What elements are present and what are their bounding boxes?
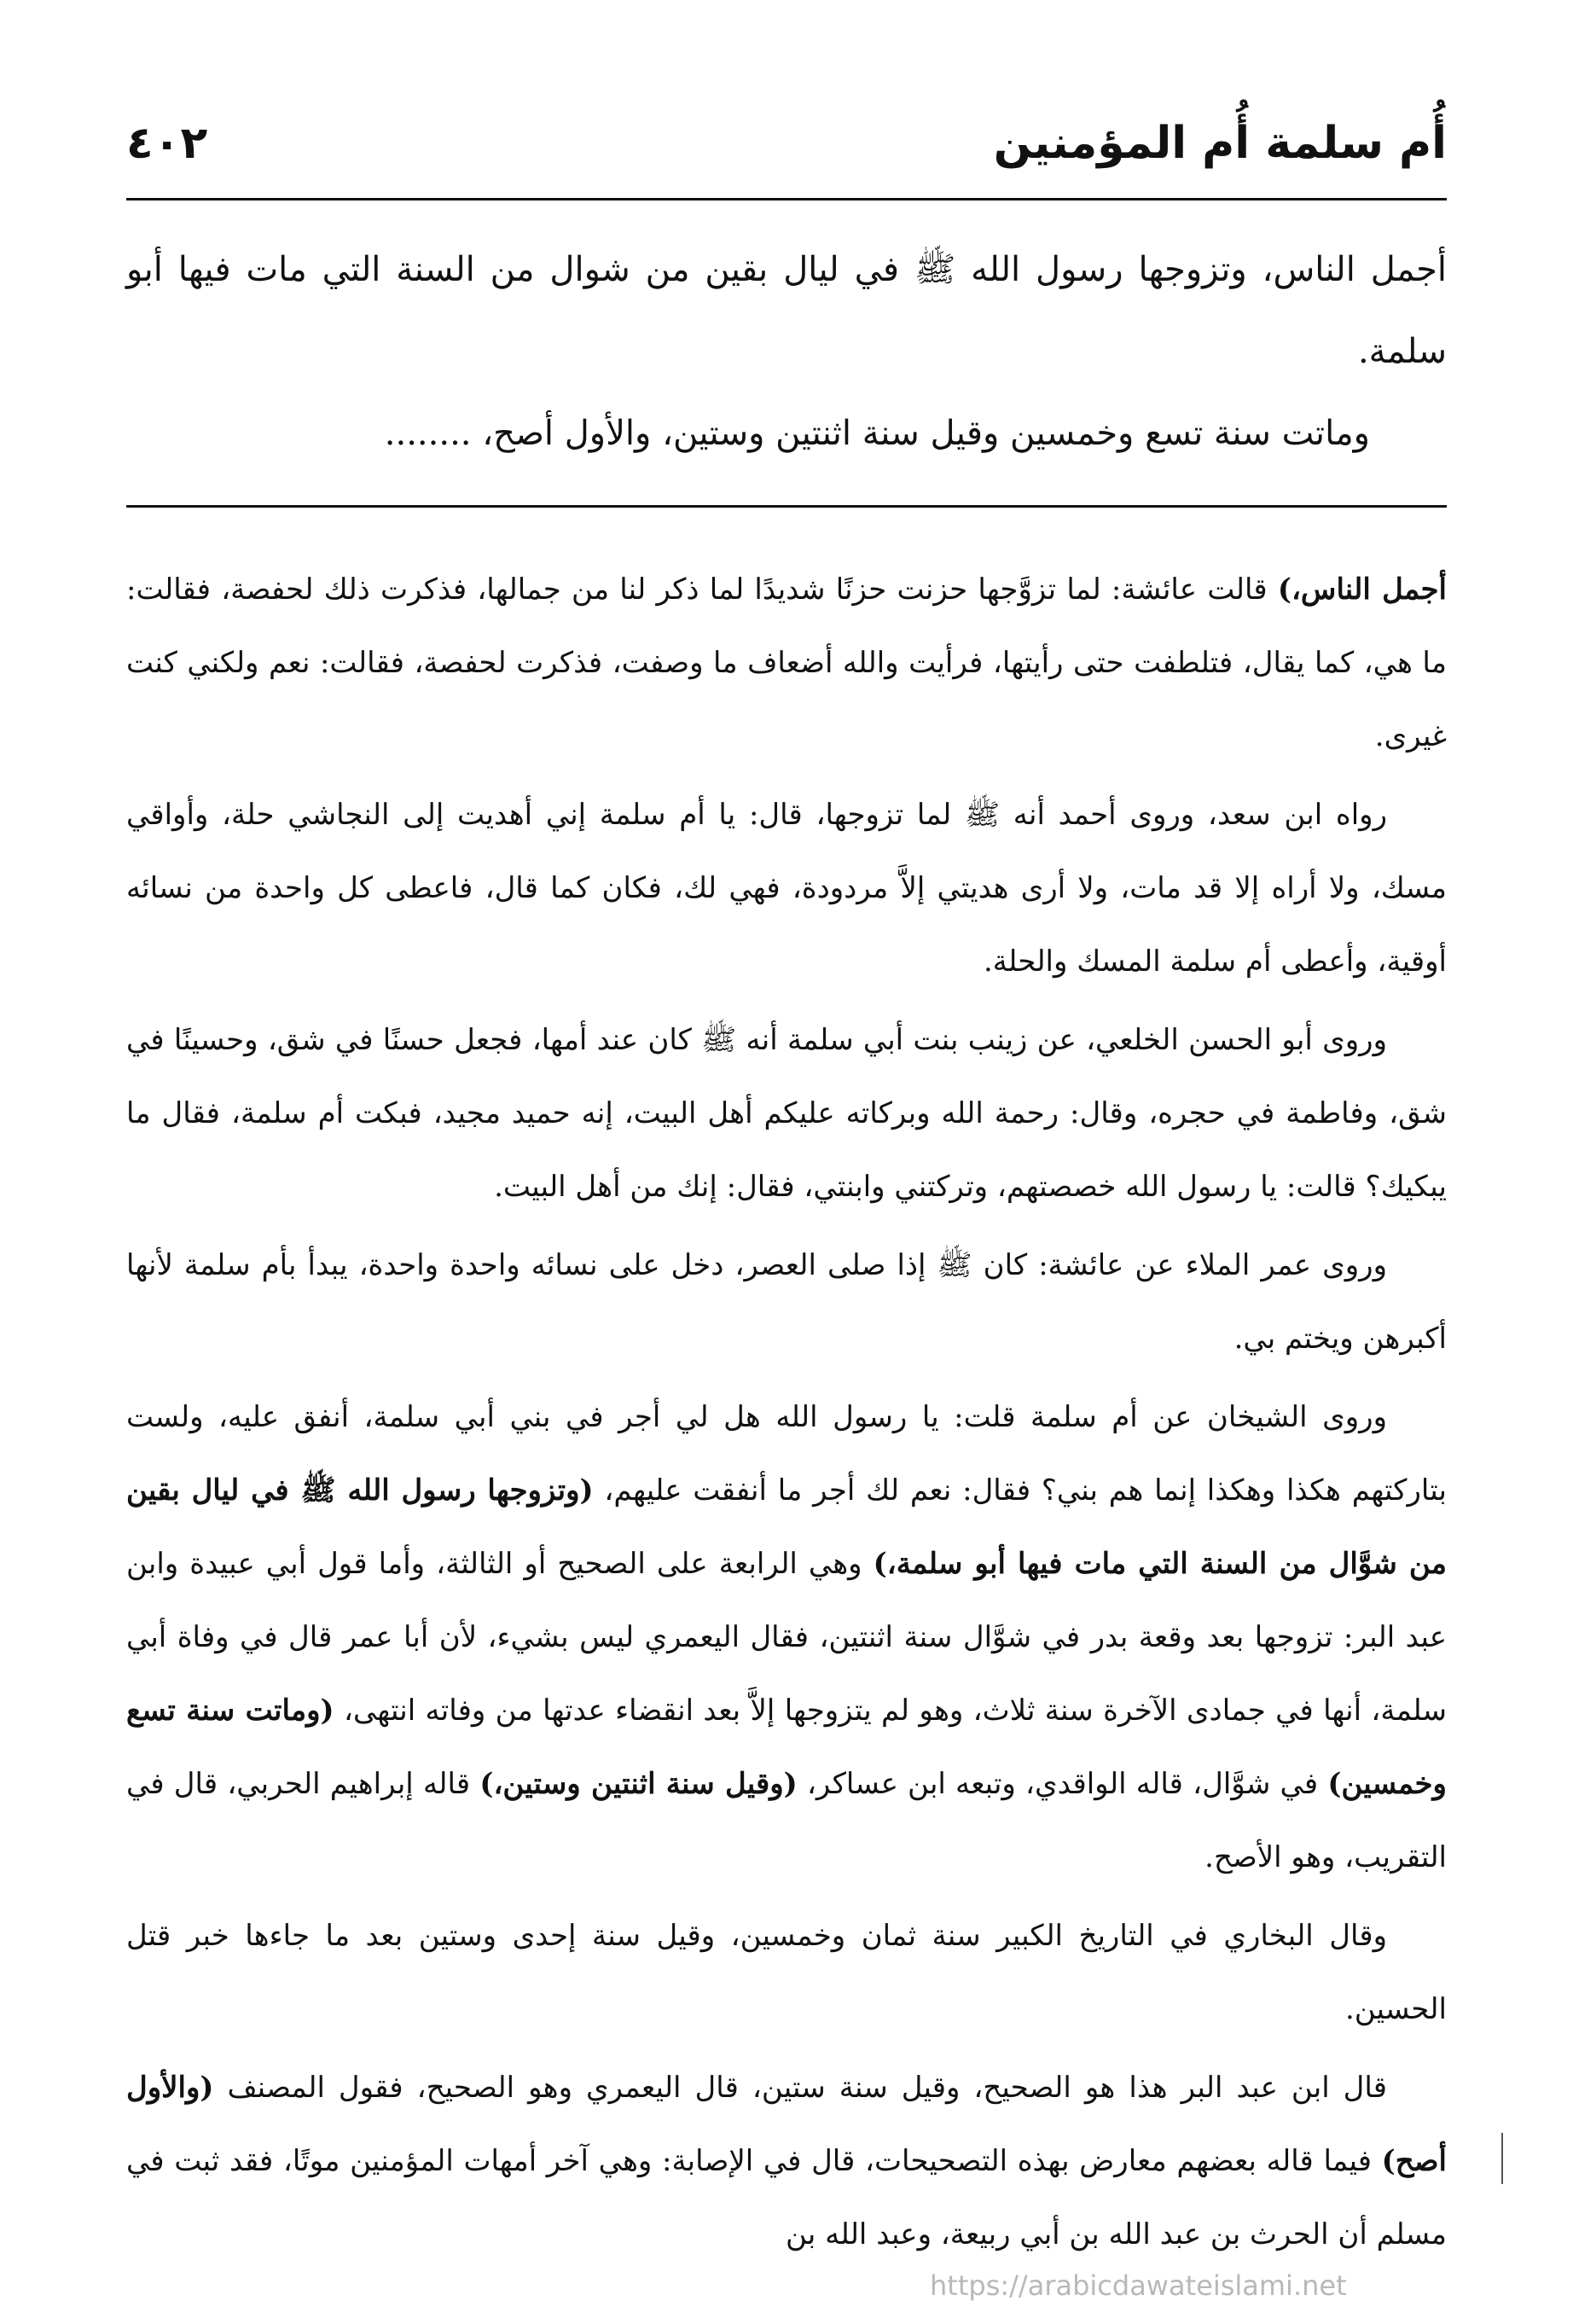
commentary-paragraph <box>126 2051 1447 2271</box>
bold-quote: (وقيل سنة اثنتين وستين،) <box>479 1767 798 1801</box>
main-text <box>126 229 1447 474</box>
commentary-paragraph: وقال البخاري في التاريخ الكبير سنة ثمان وخمسين، وقيل سنة إحدى وستين بعد ما جاءها خبر قتل الحسين. <box>126 1919 1447 2026</box>
paragraph-text: فيما قاله بعضهم معارض بهذه التصحيحات، قال في الإصابة: وهي آخر أمهات المؤمنين موتًا، فقد ثبت في مسلم أن الحرث بن عبد الله بن أبي ربيعة، وعبد الله بن <box>126 2144 1447 2251</box>
commentary-paragraph: وروى أبو الحسن الخلعي، عن زينب بنت أبي سلمة أنه ﷺ كان عند أمها، فجعل حسنًا في شق، وحسينًا في شق، وفاطمة في حجره، وقال: رحمة الله وبركاته عليكم أهل البيت، إنه حميد مجيد، فبكت أم سلمة، فقال ما يبكيك؟ قالت: يا رسول الله خصصتهم، وتركتني وابنتي، فقال: إنك من أهل البيت. <box>126 1023 1447 1204</box>
commentary-rule <box>126 505 1447 508</box>
bold-quote: أجمل الناس،) <box>1277 572 1447 607</box>
paragraph-text: قال ابن عبد البر هذا هو الصحيح، وقيل سنة ستين، قال اليعمري وهو الصحيح، فقول المصنف <box>213 2071 1387 2105</box>
margin-mark <box>1501 2133 1503 2184</box>
bold-quote: (وتزوجها رسول الله ﷺ في ليال بقين من شوَّال من السنة التي مات فيها أبو سلمة،) <box>126 1473 1447 1581</box>
page-header <box>126 101 1447 186</box>
commentary <box>126 553 1447 2276</box>
page-number: ٤٠٢ <box>126 118 208 169</box>
paragraph-text: وهي الرابعة على الصحيح أو الثالثة، وأما قول أبي عبيدة وابن عبد البر: تزوجها بعد وقعة بدر في شوَّال سنة اثنتين، فقال اليعمري ليس بشيء، لأن أبا عمر قال في وفاة أبي سلمة، أنها في جمادى الآخرة سنة ثلاث، وهو لم يتزوجها إلاَّ بعد انقضاء عدتها من وفاته انتهى، <box>126 1547 1447 1728</box>
commentary-paragraph: وروى عمر الملاء عن عائشة: كان ﷺ إذا صلى العصر، دخل على نسائه واحدة واحدة، يبدأ بأم سلمة لأنها أكبرهن ويختم بي. <box>126 1248 1447 1356</box>
bold-quote: (والأول أصح) <box>126 2071 1447 2178</box>
commentary-paragraph <box>126 553 1447 773</box>
header-rule <box>126 198 1447 200</box>
commentary-paragraph: رواه ابن سعد، وروى أحمد أنه ﷺ لما تزوجها، قال: يا أم سلمة إني أهديت إلى النجاشي حلة، وأواقي مسك، ولا أراه إلا قد مات، ولا أرى هديتي إلاَّ مردودة، فهي لك، فكان كما قال، فاعطى كل واحدة من نسائه أوقية، وأعطى أم سلمة المسك والحلة. <box>126 798 1447 979</box>
paragraph-text: في شوَّال، قاله الواقدي، وتبعه ابن عساكر، <box>797 1767 1328 1801</box>
paragraph-text: قاله إبراهيم الحربي، قال في التقريب، وهو الأصح. <box>126 1767 1447 1874</box>
paragraph-text: وروى الشيخان عن أم سلمة قلت: يا رسول الله هل لي أجر في بني أبي سلمة، أنفق عليه، ولست بتاركتهم هكذا وهكذا إنما هم بني؟ فقال: نعم لك أجر ما أنفقت عليهم، <box>126 1400 1447 1508</box>
commentary-paragraph <box>126 1380 1447 1894</box>
watermark-url: https://arabicdawateislami.net <box>930 2269 1347 2302</box>
running-title: أُم سلمة أُم المؤمنين <box>993 118 1447 169</box>
main-text-line: وماتت سنة تسع وخمسين وقيل سنة اثنتين وستين، والأول أصح، ........ <box>384 414 1370 453</box>
bold-quote: (وماتت سنة تسع وخمسين) <box>126 1694 1447 1801</box>
paragraph-text: قالت عائشة: لما تزوَّجها حزنت حزنًا شديدًا لما ذكر لنا من جمالها، فذكرت ذلك لحفصة، فقالت: ما هي، كما يقال، فتلطفت حتى رأيتها، فرأيت والله أضعاف ما وصفت، فذكرت لحفصة، فقالت: نعم ولكني كنت غيرى. <box>126 572 1447 753</box>
main-text-line: أجمل الناس، وتزوجها رسول الله ﷺ في ليال بقين من شوال من السنة التي مات فيها أبو سلمة. <box>126 250 1447 371</box>
